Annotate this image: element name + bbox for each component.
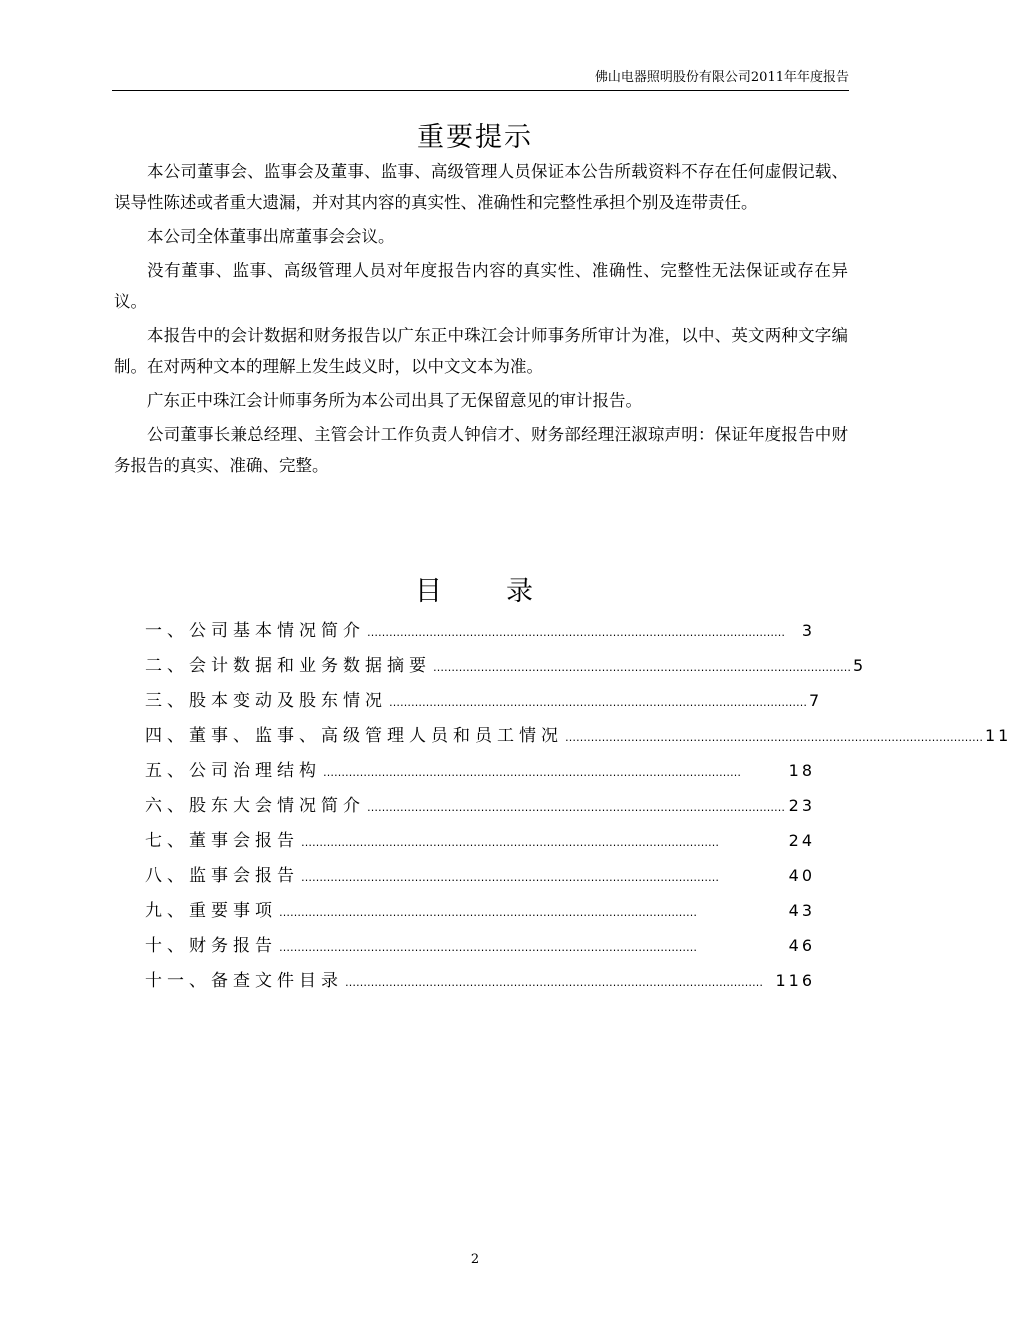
toc-item-page: 40 — [788, 866, 815, 885]
toc-item[interactable] — [145, 861, 815, 896]
toc-item-label: 三、股本变动及股东情况 — [145, 691, 387, 711]
toc-item-page: 3 — [801, 621, 815, 640]
toc-leader-dots: …………………………………………………………………………………………………… — [279, 906, 697, 919]
toc-item-label: 五、公司治理结构 — [145, 761, 321, 781]
toc-item[interactable] — [145, 791, 815, 826]
toc-item[interactable] — [145, 931, 815, 966]
toc-item[interactable] — [145, 721, 1011, 756]
toc-item-page: 46 — [788, 936, 815, 955]
toc-item-label: 七、董事会报告 — [145, 831, 299, 851]
toc-item-page: 11 — [985, 726, 1011, 745]
toc-item-label: 十一、备查文件目录 — [145, 971, 343, 991]
toc-item-label: 六、股东大会情况简介 — [145, 796, 365, 816]
toc-title-right: 录 — [506, 576, 535, 607]
toc-leader-dots: …………………………………………………………………………………………………… — [279, 941, 697, 954]
toc-item[interactable] — [145, 651, 867, 686]
toc-item-label: 九、重要事项 — [145, 901, 277, 921]
toc-item-label: 十、财务报告 — [145, 936, 277, 956]
toc-leader-dots: …………………………………………………………………………………………………… — [565, 731, 983, 744]
toc-leader-dots: …………………………………………………………………………………………………… — [389, 696, 807, 709]
notice-paragraph: 本报告中的会计数据和财务报告以广东正中珠江会计师事务所审计为准，以中、英文两种文字编制。在对两种文本的理解上发生歧义时，以中文文本为准。 — [114, 326, 848, 376]
notice-paragraph: 广东正中珠江会计师事务所为本公司出具了无保留意见的审计报告。 — [147, 391, 642, 410]
toc-leader-dots: …………………………………………………………………………………………………… — [301, 836, 719, 849]
notice-paragraph: 没有董事、监事、高级管理人员对年度报告内容的真实性、准确性、完整性无法保证或存在异议。 — [114, 261, 848, 311]
toc-item-page: 24 — [788, 831, 815, 850]
toc-item-label: 八、监事会报告 — [145, 866, 299, 886]
toc-item-label: 四、董事、监事、高级管理人员和员工情况 — [145, 726, 563, 746]
notice-paragraph: 本公司董事会、监事会及董事、监事、高级管理人员保证本公告所载资料不存在任何虚假记载、误导性陈述或者重大遗漏，并对其内容的真实性、准确性和完整性承担个别及连带责任。 — [114, 162, 848, 212]
toc-leader-dots: …………………………………………………………………………………………………… — [433, 661, 851, 674]
notice-paragraph: 本公司全体董事出席董事会会议。 — [147, 227, 395, 246]
toc-leader-dots: …………………………………………………………………………………………………… — [367, 626, 785, 639]
table-of-contents — [145, 616, 1011, 1001]
header-title: 佛山电器照明股份有限公司2011年年度报告 — [594, 70, 849, 85]
toc-title — [0, 569, 950, 608]
toc-item[interactable] — [145, 896, 815, 931]
toc-item[interactable] — [145, 686, 823, 721]
toc-leader-dots: …………………………………………………………………………………………………… — [301, 871, 719, 884]
toc-leader-dots: …………………………………………………………………………………………………… — [323, 766, 741, 779]
toc-item-page: 23 — [788, 796, 815, 815]
page-header — [112, 64, 849, 91]
toc-item[interactable] — [145, 966, 815, 1001]
toc-item[interactable] — [145, 826, 815, 861]
page-number: 2 — [470, 1252, 480, 1267]
toc-item-label: 一、公司基本情况简介 — [145, 621, 365, 641]
toc-item-page: 7 — [809, 691, 823, 710]
toc-item-page: 18 — [788, 761, 815, 780]
toc-item-page: 116 — [775, 971, 815, 990]
toc-leader-dots: …………………………………………………………………………………………………… — [367, 801, 785, 814]
toc-item[interactable] — [145, 616, 815, 651]
notice-title: 重要提示 — [417, 122, 533, 153]
notice-body — [114, 156, 848, 481]
toc-item[interactable] — [145, 756, 815, 791]
notice-paragraph: 公司董事长兼总经理、主管会计工作负责人钟信才、财务部经理汪淑琼声明：保证年度报告中财务报告的真实、准确、完整。 — [114, 425, 848, 475]
toc-item-label: 二、会计数据和业务数据摘要 — [145, 656, 431, 676]
toc-item-page: 43 — [788, 901, 815, 920]
toc-leader-dots: …………………………………………………………………………………………………… — [345, 976, 763, 989]
toc-title-left: 目 — [415, 576, 444, 607]
toc-item-page: 5 — [853, 656, 867, 675]
